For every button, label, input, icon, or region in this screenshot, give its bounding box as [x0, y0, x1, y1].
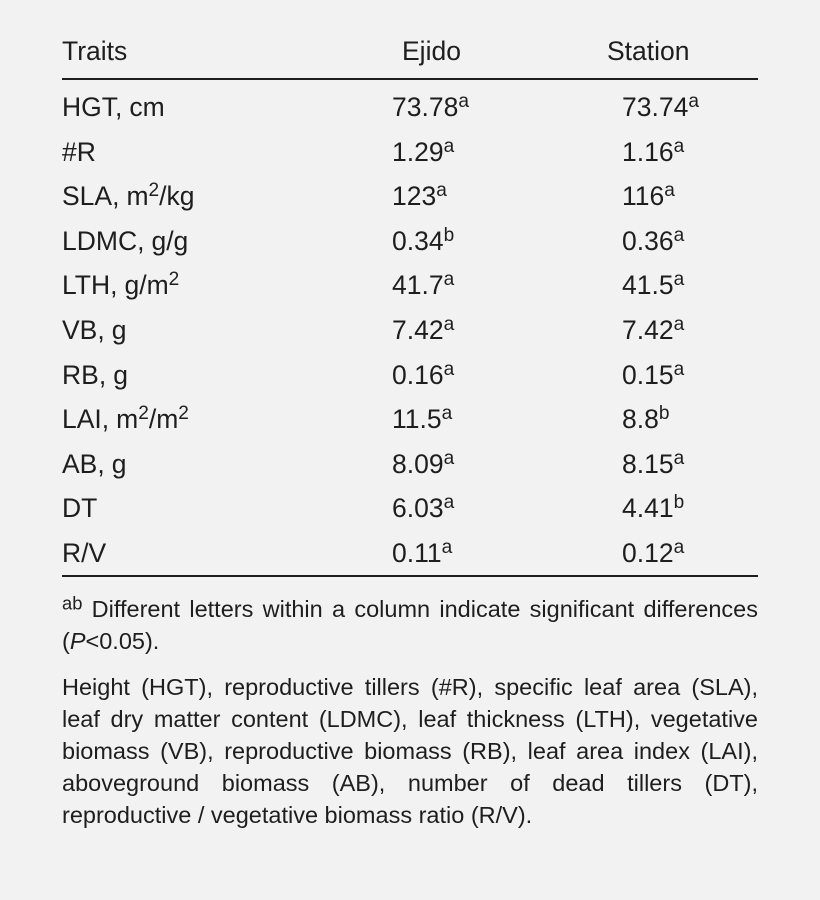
trait-cell: [62, 359, 128, 390]
ejido-value: 7.42: [392, 314, 444, 345]
station-letter: b: [673, 492, 685, 514]
ejido-value: 123: [392, 181, 437, 212]
station-cell: [622, 224, 685, 256]
station-value: 8.8: [622, 404, 659, 435]
footnote-p: P: [69, 627, 86, 654]
ejido-value: 41.7: [392, 270, 444, 301]
table-row: [62, 441, 758, 486]
station-value: 4.41: [622, 493, 674, 524]
trait-cell: [62, 94, 165, 121]
ejido-cell: [392, 224, 455, 256]
trait-cell: [62, 225, 189, 256]
ejido-letter: a: [443, 492, 455, 514]
ejido-value: 11.5: [392, 404, 442, 435]
ejido-value: 1.29: [392, 136, 444, 167]
ejido-value: 6.03: [392, 493, 444, 524]
trait-cell: [62, 180, 195, 212]
station-cell: [622, 90, 699, 122]
ejido-cell: [392, 90, 469, 122]
ejido-value: 0.11: [392, 537, 442, 568]
ejido-letter: a: [443, 135, 455, 157]
station-cell: [622, 447, 685, 479]
table-row: [62, 84, 758, 129]
station-cell: [622, 358, 685, 390]
table-row: [62, 262, 758, 307]
ejido-letter: a: [443, 447, 455, 469]
unit-exponent: 2: [138, 403, 149, 424]
trait-name: LTH,: [62, 270, 118, 301]
trait-unit: m: [116, 404, 139, 435]
trait-cell: [62, 537, 107, 568]
footnote-abbreviations: Height (HGT), reproductive tillers (#R), specific leaf area (SLA), leaf dry matter content (LDMC), leaf thickness (LTH), vegetative biomass (VB), reproductive biomass (RB), leaf area index (LAI), aboveground biomass (AB), number of dead tillers (DT), reproductive / vegetative biomass ratio (R/V).: [62, 673, 758, 828]
station-cell: [622, 135, 685, 167]
unit-exponent: 2: [148, 180, 160, 202]
trait-unit: g: [111, 314, 127, 345]
trait-name: AB,: [62, 448, 105, 479]
unit-tail-exponent: 2: [178, 403, 189, 424]
traits-table: [62, 0, 758, 831]
station-value: 0.36: [622, 225, 674, 256]
trait-unit-tail: /kg: [159, 181, 195, 212]
trait-unit: g: [113, 359, 128, 390]
ejido-letter: a: [458, 90, 469, 112]
ejido-cell: [392, 403, 453, 435]
table-row: [62, 129, 758, 174]
ejido-cell: [392, 269, 455, 301]
trait-name: LAI,: [62, 404, 110, 435]
trait-unit: g: [111, 448, 127, 479]
footnote-text: Different letters within a column indicate significant differences (: [62, 595, 758, 654]
trait-cell: [62, 495, 97, 522]
station-cell: [622, 269, 685, 301]
station-cell: [622, 403, 670, 435]
station-letter: a: [673, 447, 685, 469]
ejido-letter: b: [443, 224, 455, 246]
ejido-value: 0.34: [392, 225, 444, 256]
trait-cell: [62, 448, 127, 479]
unit-exponent: 2: [168, 269, 180, 291]
ejido-letter: a: [441, 536, 453, 558]
table-row: [62, 218, 758, 263]
station-value: 0.12: [622, 537, 674, 568]
table-row: [62, 485, 758, 530]
table-row: [62, 307, 758, 352]
trait-name: R/V: [62, 537, 107, 568]
header-station: Station: [607, 36, 690, 66]
table-body: [62, 84, 758, 575]
ejido-letter: a: [436, 180, 447, 202]
station-value: 1.16: [622, 136, 674, 167]
trait-name: RB,: [62, 359, 107, 390]
ejido-cell: [392, 135, 455, 167]
ejido-cell: [392, 313, 455, 345]
trait-name: #R: [62, 136, 96, 167]
trait-name: DT: [62, 493, 98, 524]
ejido-value: 8.09: [392, 448, 444, 479]
trait-unit: g/m: [124, 270, 169, 301]
station-cell: [622, 313, 685, 345]
station-letter: a: [673, 135, 685, 157]
station-letter: a: [673, 224, 685, 246]
header-ejido: Ejido: [402, 36, 461, 66]
ejido-letter: a: [443, 313, 455, 335]
station-letter: a: [664, 180, 675, 202]
station-letter: b: [658, 403, 670, 424]
station-letter: a: [673, 313, 685, 335]
trait-unit: g/g: [151, 225, 189, 256]
ejido-value: 73.78: [392, 92, 459, 122]
table-row: [62, 352, 758, 397]
station-cell: [622, 180, 675, 212]
trait-cell: [62, 269, 180, 301]
station-value: 8.15: [622, 448, 674, 479]
trait-unit-tail: /m: [148, 404, 179, 435]
trait-name: HGT,: [62, 92, 123, 122]
trait-unit: cm: [129, 92, 165, 122]
trait-cell: [62, 403, 189, 435]
station-value: 116: [622, 181, 665, 212]
ejido-value: 0.16: [392, 359, 444, 390]
ejido-cell: [392, 358, 455, 390]
trait-unit: m: [126, 181, 149, 212]
station-value: 7.42: [622, 314, 674, 345]
ejido-letter: a: [443, 269, 455, 291]
trait-cell: [62, 136, 96, 167]
station-value: 0.15: [622, 359, 674, 390]
ejido-cell: [392, 180, 447, 212]
header-traits: Traits: [62, 36, 128, 66]
station-value: 41.5: [622, 270, 674, 301]
ejido-letter: a: [441, 403, 453, 424]
bottom-rule: [62, 575, 758, 577]
trait-cell: [62, 314, 127, 345]
ejido-letter: a: [443, 358, 455, 380]
trait-name: VB,: [62, 314, 105, 345]
table-row: [62, 173, 758, 218]
station-letter: a: [673, 269, 685, 291]
station-letter: a: [688, 90, 699, 112]
footnote-marker: ab: [62, 591, 83, 613]
trait-name: SLA,: [62, 181, 120, 212]
footnote-end: <0.05).: [85, 627, 160, 654]
station-cell: [622, 536, 685, 568]
ejido-cell: [392, 447, 455, 479]
station-letter: a: [673, 358, 685, 380]
trait-name: LDMC,: [62, 225, 145, 256]
footnote-significance: [62, 593, 758, 657]
table-row: [62, 530, 758, 575]
ejido-cell: [392, 536, 453, 568]
station-cell: [622, 492, 685, 524]
table-row: [62, 396, 758, 441]
station-value: 73.74: [622, 92, 689, 122]
table-header: [62, 0, 758, 78]
ejido-cell: [392, 492, 455, 524]
station-letter: a: [673, 536, 685, 558]
